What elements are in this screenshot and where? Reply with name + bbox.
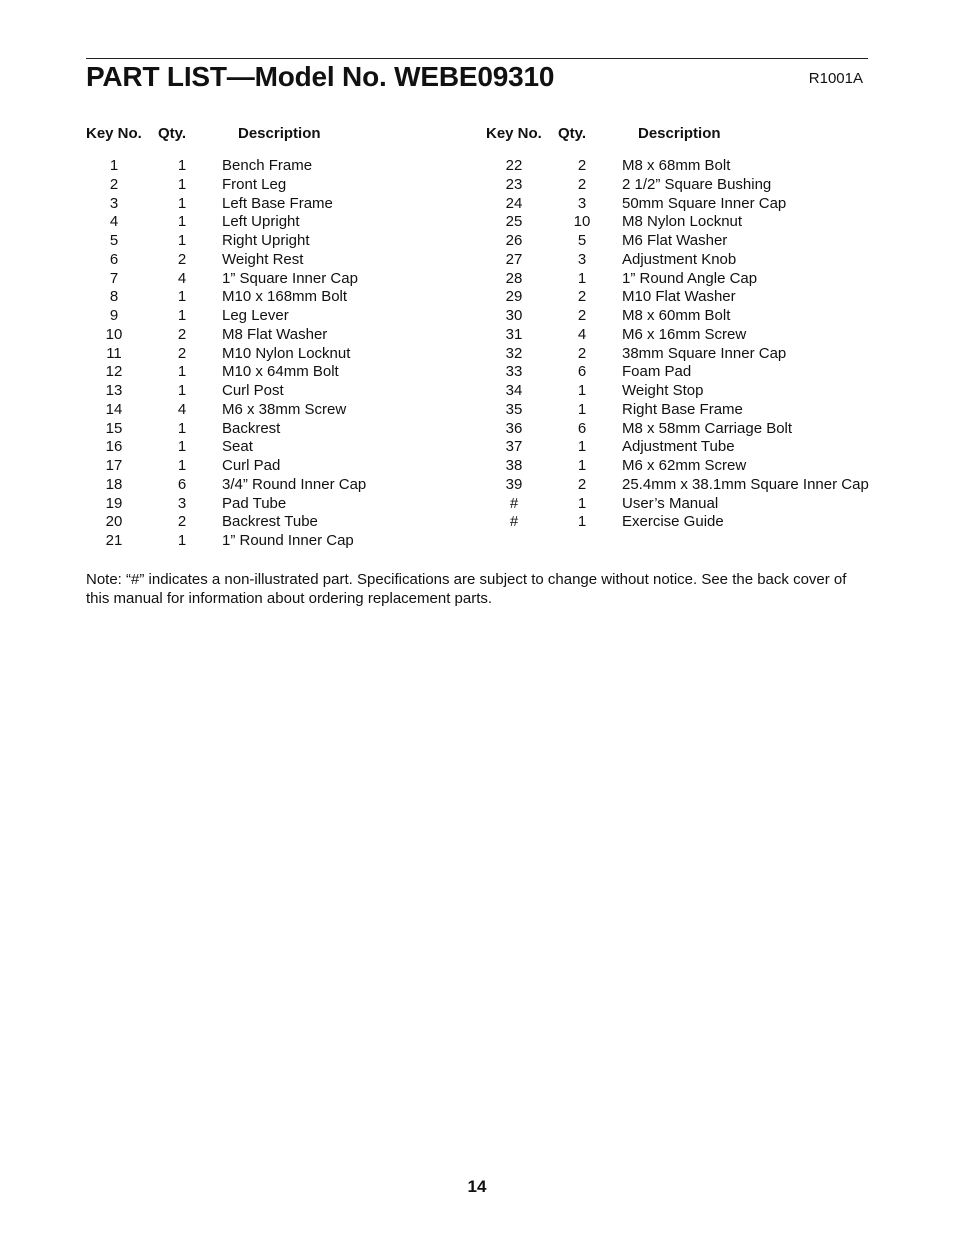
key-number: 37	[505, 438, 523, 456]
key-number: 32	[505, 344, 523, 362]
quantity: 2	[177, 250, 187, 268]
key-header: Key No.	[486, 125, 542, 142]
part-description: Backrest	[222, 419, 281, 437]
table-row	[86, 495, 476, 514]
key-number: 26	[505, 232, 523, 249]
key-number: 25	[505, 213, 523, 231]
table-row	[486, 438, 876, 457]
quantity: 1	[577, 438, 587, 456]
quantity: 1	[177, 213, 187, 231]
table-row	[486, 495, 876, 514]
key-number: 23	[505, 175, 523, 193]
part-description: M8 Nylon Locknut	[622, 213, 743, 231]
key-number: 24	[505, 194, 523, 212]
key-number: #	[509, 513, 519, 531]
table-row	[486, 420, 876, 439]
qty-header: Qty.	[558, 125, 587, 142]
key-number: 13	[105, 382, 123, 399]
part-description: 2 1/2” Square Bushing	[622, 175, 772, 193]
table-row	[486, 251, 876, 270]
part-description: M6 x 16mm Screw	[622, 325, 747, 343]
part-description: Curl Pad	[222, 457, 281, 474]
quantity: 2	[577, 157, 587, 174]
table-header	[486, 125, 876, 143]
part-description: 1” Round Inner Cap	[222, 532, 354, 549]
quantity: 1	[177, 194, 187, 212]
part-description: Curl Post	[222, 382, 284, 399]
quantity: 2	[577, 344, 587, 362]
table-row	[486, 288, 876, 307]
part-description: M10 x 64mm Bolt	[222, 363, 339, 381]
quantity: 4	[177, 400, 187, 418]
table-row	[86, 288, 476, 307]
quantity: 1	[177, 232, 187, 249]
table-row	[486, 307, 876, 326]
table-row	[86, 326, 476, 345]
quantity: 2	[577, 288, 587, 306]
page-title: PART LIST—Model No. WEBE09310	[86, 61, 555, 92]
quantity: 1	[577, 269, 587, 287]
quantity: 6	[177, 475, 187, 493]
description-header: Description	[638, 125, 721, 142]
part-description: Pad Tube	[222, 494, 287, 512]
part-description: M8 Flat Washer	[222, 325, 328, 343]
key-number: 27	[505, 250, 523, 268]
table-row	[86, 420, 476, 439]
parts-rows-right	[486, 157, 876, 532]
part-description: 25.4mm x 38.1mm Square Inner Cap	[622, 475, 869, 493]
quantity: 1	[177, 457, 187, 474]
key-number: 31	[505, 325, 523, 343]
key-number: 14	[105, 400, 123, 418]
table-row	[86, 195, 476, 214]
description-header: Description	[238, 125, 321, 142]
page-number: 14	[467, 1177, 487, 1196]
key-number: 9	[109, 307, 119, 324]
table-row	[486, 326, 876, 345]
table-row	[86, 251, 476, 270]
part-description: M10 Flat Washer	[622, 288, 736, 306]
table-row	[86, 457, 476, 476]
part-description: Bench Frame	[222, 157, 313, 174]
table-row	[86, 476, 476, 495]
key-number: 21	[105, 532, 123, 549]
quantity: 1	[577, 400, 587, 418]
table-row	[86, 513, 476, 532]
table-row	[486, 513, 876, 532]
key-number: 20	[105, 513, 123, 531]
key-header: Key No.	[86, 125, 142, 142]
quantity: 1	[177, 438, 187, 456]
table-row	[486, 457, 876, 476]
quantity: 1	[177, 175, 187, 193]
table-row	[86, 270, 476, 289]
quantity: 1	[177, 382, 187, 399]
quantity: 1	[577, 382, 587, 399]
part-description: Leg Lever	[222, 307, 289, 324]
quantity: 1	[177, 363, 187, 381]
quantity: 2	[577, 307, 587, 324]
part-description: Weight Stop	[622, 382, 704, 399]
key-number: 16	[105, 438, 123, 456]
table-row	[486, 157, 876, 176]
table-row	[86, 345, 476, 364]
quantity: 10	[573, 213, 591, 231]
part-description: Adjustment Knob	[622, 250, 737, 268]
key-number: 33	[505, 363, 523, 381]
quantity: 4	[577, 325, 587, 343]
qty-header: Qty.	[158, 125, 187, 142]
part-description: Seat	[222, 438, 253, 456]
quantity: 2	[177, 344, 187, 362]
quantity: 3	[177, 494, 187, 512]
key-number: #	[509, 494, 519, 512]
quantity: 2	[577, 475, 587, 493]
part-description: Backrest Tube	[222, 513, 318, 531]
part-description: M6 x 62mm Screw	[622, 457, 747, 474]
part-description: Right Base Frame	[622, 400, 743, 418]
key-number: 11	[106, 344, 122, 362]
key-number: 18	[105, 475, 123, 493]
part-description: 1” Square Inner Cap	[222, 269, 358, 287]
footnote: Note: “#” indicates a non-illustrated part. Specifications are subject to change without notice. See the back cover of this manual for information about ordering replacement parts.	[86, 571, 847, 607]
table-row	[486, 363, 876, 382]
part-description: Front Leg	[222, 175, 287, 193]
quantity: 1	[177, 307, 187, 324]
quantity: 5	[577, 232, 587, 249]
key-number: 39	[505, 475, 523, 493]
part-description: Left Upright	[222, 213, 300, 231]
quantity: 3	[577, 250, 587, 268]
quantity: 6	[577, 419, 587, 437]
table-row	[86, 213, 476, 232]
table-row	[86, 157, 476, 176]
quantity: 4	[177, 269, 187, 287]
quantity: 1	[177, 157, 187, 174]
table-row	[486, 270, 876, 289]
key-number: 22	[505, 157, 523, 174]
quantity: 2	[177, 325, 187, 343]
part-description: 3/4” Round Inner Cap	[222, 475, 367, 493]
part-description: Foam Pad	[622, 363, 692, 381]
part-description: Left Base Frame	[222, 194, 333, 212]
part-description: Adjustment Tube	[622, 438, 735, 456]
part-description: M6 x 38mm Screw	[222, 400, 347, 418]
key-number: 29	[505, 288, 523, 306]
part-description: 1” Round Angle Cap	[622, 269, 758, 287]
quantity: 6	[577, 363, 587, 381]
key-number: 8	[109, 288, 119, 306]
part-description: Weight Rest	[222, 250, 304, 268]
part-description: M10 Nylon Locknut	[222, 344, 351, 362]
key-number: 7	[109, 269, 119, 287]
part-description: M10 x 168mm Bolt	[222, 288, 348, 306]
part-description: Exercise Guide	[622, 513, 724, 531]
key-number: 19	[105, 494, 123, 512]
quantity: 1	[577, 457, 587, 474]
key-number: 30	[505, 307, 523, 324]
parts-table-left	[86, 125, 476, 551]
part-description: 38mm Square Inner Cap	[622, 344, 787, 362]
part-description: M8 x 68mm Bolt	[622, 157, 731, 174]
key-number: 12	[105, 363, 123, 381]
quantity: 1	[577, 494, 587, 512]
parts-table-right	[486, 125, 876, 532]
quantity: 2	[177, 513, 187, 531]
part-description: M8 x 60mm Bolt	[622, 307, 731, 324]
table-row	[486, 213, 876, 232]
key-number: 5	[109, 232, 119, 249]
key-number: 38	[505, 457, 523, 474]
part-description: User’s Manual	[622, 494, 719, 512]
table-row	[86, 232, 476, 251]
table-row	[486, 195, 876, 214]
key-number: 36	[505, 419, 523, 437]
document-code: R1001A	[808, 70, 863, 87]
table-row	[86, 401, 476, 420]
table-row	[86, 438, 476, 457]
quantity: 1	[177, 532, 187, 549]
part-description: 50mm Square Inner Cap	[622, 194, 787, 212]
table-row	[486, 401, 876, 420]
part-description: M6 Flat Washer	[622, 232, 728, 249]
key-number: 2	[109, 175, 119, 193]
table-row	[486, 345, 876, 364]
part-description: M8 x 58mm Carriage Bolt	[622, 419, 793, 437]
key-number: 3	[109, 194, 119, 212]
key-number: 34	[505, 382, 523, 399]
key-number: 1	[109, 157, 119, 174]
key-number: 17	[105, 457, 123, 474]
table-row	[86, 363, 476, 382]
table-row	[86, 532, 476, 551]
key-number: 35	[505, 400, 523, 418]
top-rule	[86, 58, 868, 59]
part-description: Right Upright	[222, 232, 310, 249]
table-header	[86, 125, 476, 143]
table-row	[86, 176, 476, 195]
quantity: 3	[577, 194, 587, 212]
quantity: 2	[577, 175, 587, 193]
key-number: 15	[105, 419, 123, 437]
quantity: 1	[577, 513, 587, 531]
table-row	[86, 382, 476, 401]
parts-rows-left	[86, 157, 476, 551]
table-row	[486, 176, 876, 195]
key-number: 6	[109, 250, 119, 268]
table-row	[86, 307, 476, 326]
table-row	[486, 232, 876, 251]
key-number: 4	[109, 213, 119, 231]
key-number: 28	[505, 269, 523, 287]
table-row	[486, 382, 876, 401]
key-number: 10	[105, 325, 123, 343]
quantity: 1	[177, 419, 187, 437]
table-row	[486, 476, 876, 495]
quantity: 1	[177, 288, 187, 306]
